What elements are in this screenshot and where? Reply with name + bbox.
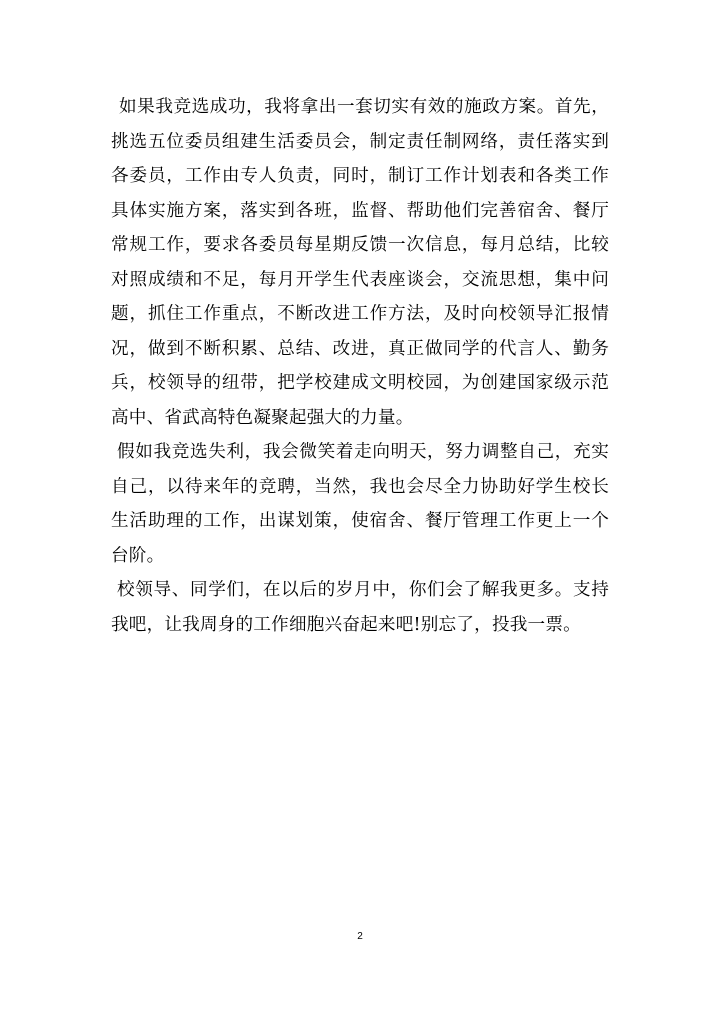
paragraph-if-lose: 假如我竞选失利，我会微笑着走向明天，努力调整自己，充实自己，以待来年的竞聘，当然，我也会尽全力协助好学生校长生活助理的工作，出谋划策，使宿舍、餐厅管理工作更上一个台阶。 [111, 442, 609, 566]
paragraph-campaign-plan: 如果我竞选成功，我将拿出一套切实有效的施政方案。首先，挑选五位委员组建生活委员会，制定责任制网络，责任落实到各委员，工作由专人负责，同时，制订工作计划表和各类工作具体实施方案，落实到各班，监督、帮助他们完善宿舍、餐厅常规工作，要求各委员每星期反馈一次信息，每月总结，比较对照成绩和不足，每月开学生代表座谈会，交流思想，集中问题，抓住工作重点，不断改进工作方法，及时向校领导汇报情况，做到不断积累、总结、改进，真正做同学的代言人、勤务兵，校领导的纽带，把学校建成文明校园，为创建国家级示范高中、省武高特色凝聚起强大的力量。 [111, 97, 609, 428]
page-number: 2 [357, 931, 363, 942]
document-body [111, 90, 609, 642]
paragraph-closing-appeal: 校领导、同学们，在以后的岁月中，你们会了解我更多。支持我吧，让我周身的工作细胞兴奋起来吧!别忘了，投我一票。 [111, 580, 609, 635]
